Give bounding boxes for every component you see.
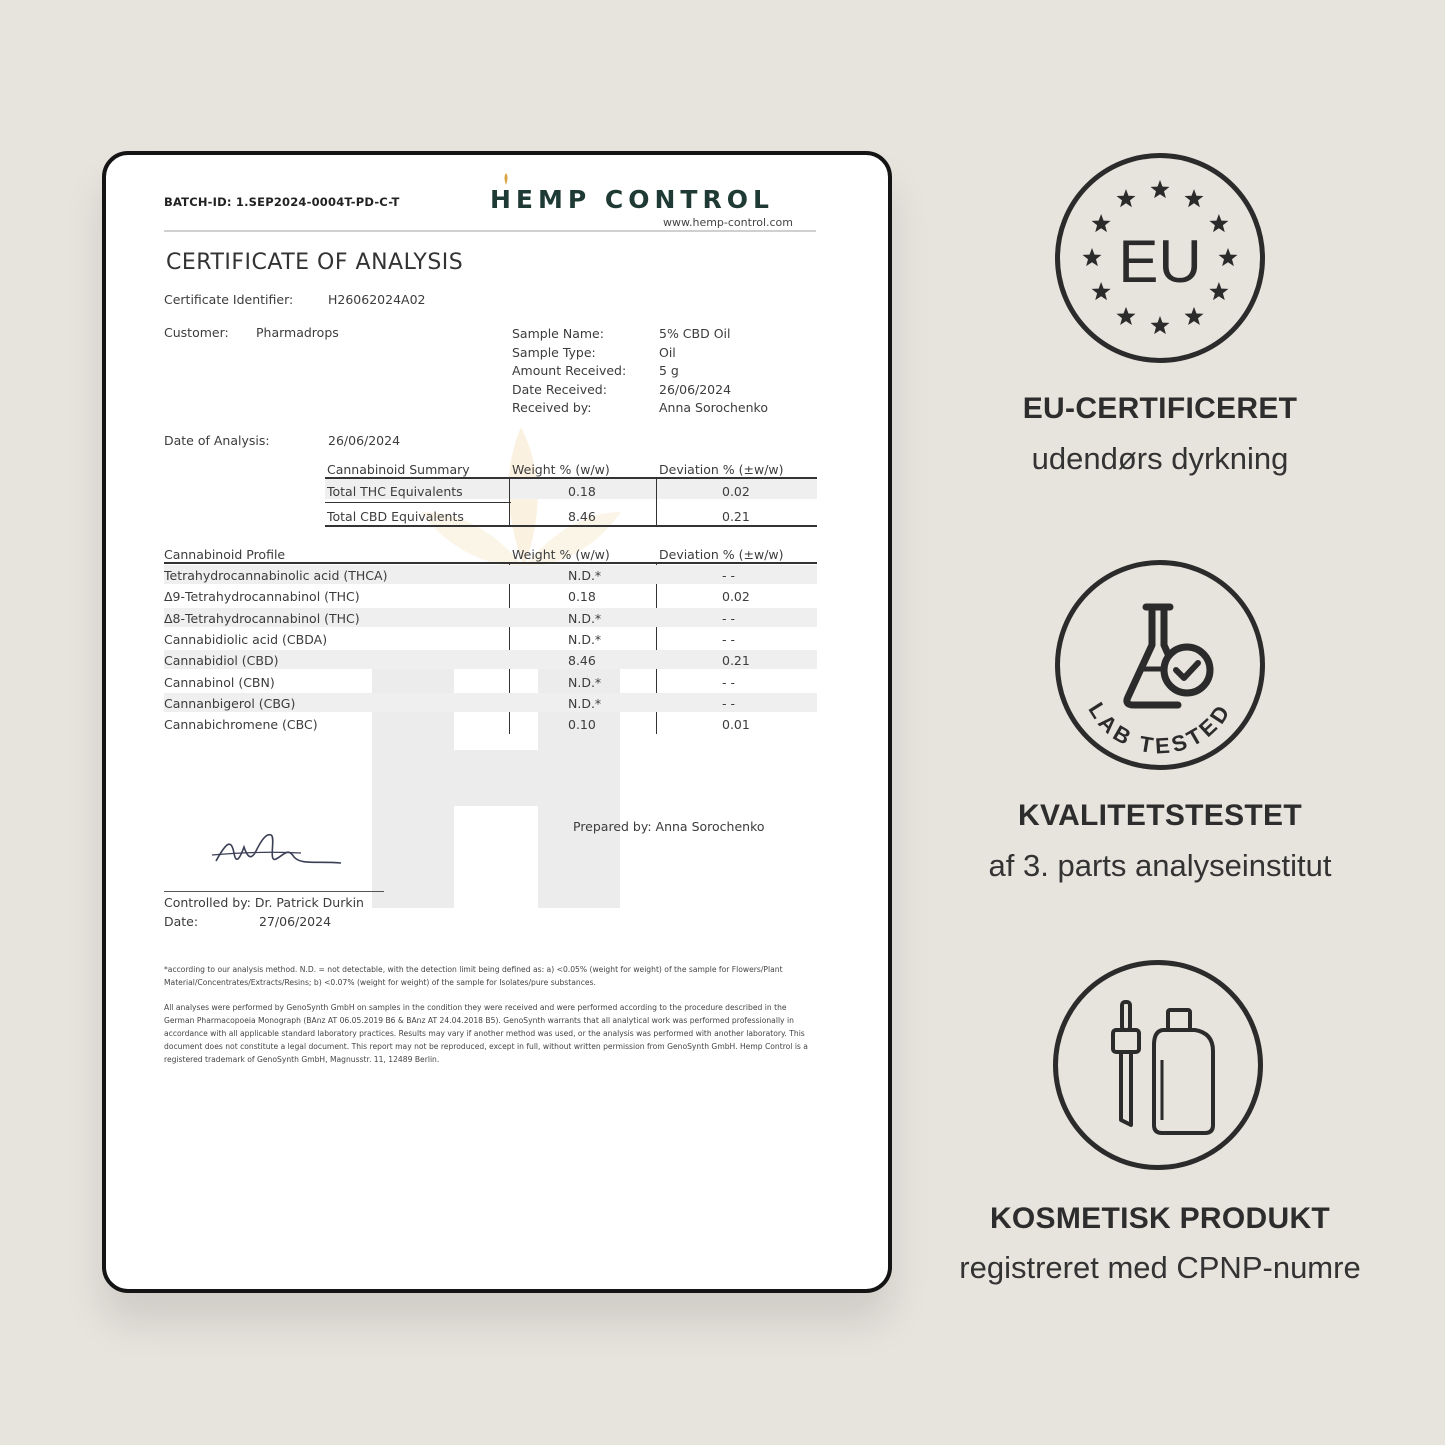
amount-received-label: Amount Received:	[512, 363, 627, 378]
profile-row-weight: 8.46	[568, 653, 596, 669]
summary-row-rule	[325, 502, 511, 503]
summary-row-weight: 8.46	[568, 509, 596, 524]
profile-row-name: Δ9-Tetrahydrocannabinol (THC)	[164, 589, 360, 605]
eu-star-icon	[1092, 214, 1111, 232]
summary-row-name: Total CBD Equivalents	[327, 509, 464, 524]
profile-header-deviation: Deviation % (±w/w)	[659, 547, 784, 562]
summary-header-name: Cannabinoid Summary	[327, 462, 470, 477]
eu-star-icon	[1092, 282, 1111, 300]
profile-row-deviation: - -	[722, 631, 735, 647]
document-title: CERTIFICATE OF ANALYSIS	[166, 250, 464, 275]
profile-row-weight: N.D.*	[568, 610, 602, 626]
batch-id: BATCH-ID: 1.SEP2024-0004T-PD-C-T	[164, 195, 400, 209]
received-by-value: Anna Sorochenko	[659, 400, 768, 415]
control-date-value: 27/06/2024	[259, 914, 332, 929]
eu-star-icon	[1184, 307, 1203, 325]
profile-header-name: Cannabinoid Profile	[164, 547, 286, 562]
brand-leaf-icon	[500, 173, 512, 185]
eu-icon-text: EU	[1118, 228, 1202, 295]
profile-row-name: Cannabinol (CBN)	[164, 674, 275, 690]
date-received-label: Date Received:	[512, 381, 607, 397]
header-divider	[164, 230, 816, 232]
badge-title-cosmetic: KOSMETISK PRODUKT	[989, 1202, 1331, 1235]
profile-header-rule	[164, 562, 817, 564]
profile-row-name: Cannabidiol (CBD)	[164, 653, 279, 669]
analysis-date-label: Date of Analysis:	[164, 433, 270, 448]
summary-header-deviation: Deviation % (±w/w)	[659, 462, 784, 477]
profile-row-weight: 0.10	[568, 717, 596, 733]
badge-title-eu: EU-CERTIFICERET	[1022, 392, 1298, 425]
badge-title-lab: KVALITETSTESTET	[1018, 799, 1302, 832]
summary-row-name: Total THC Equivalents	[327, 484, 463, 499]
eu-star-icon	[1209, 214, 1228, 232]
controlled-by: Controlled by: Dr. Patrick Durkin	[164, 895, 364, 910]
eu-star-icon	[1116, 189, 1135, 207]
summary-row-deviation: 0.02	[722, 484, 750, 499]
badge-subtitle-lab: af 3. parts analyseinstitut	[988, 848, 1332, 883]
eu-stars-icon	[1060, 158, 1260, 358]
certificate-card	[102, 151, 892, 1293]
identifier-label: Certificate Identifier:	[164, 292, 294, 307]
identifier-value: H26062024A02	[328, 292, 426, 307]
handwritten-signature	[206, 823, 346, 883]
profile-row-deviation: 0.21	[722, 653, 750, 669]
profile-row-weight: N.D.*	[568, 674, 602, 690]
analysis-date-value: 26/06/2024	[328, 433, 401, 448]
customer-label: Customer:	[164, 325, 229, 340]
profile-row-weight: N.D.*	[568, 631, 602, 647]
summary-col-rule	[509, 477, 510, 527]
summary-col-rule	[656, 477, 657, 527]
sample-labels	[512, 325, 626, 418]
brand-url: www.hemp-control.com	[663, 216, 794, 229]
profile-row-name: Cannabidiolic acid (CBDA)	[164, 631, 328, 647]
profile-row-weight: N.D.*	[568, 695, 602, 711]
profile-row-deviation: 0.01	[722, 717, 750, 733]
eu-star-icon	[1116, 307, 1135, 325]
profile-row-name: Cannabichromene (CBC)	[164, 717, 318, 733]
sample-type-label: Sample Type:	[512, 344, 596, 360]
amount-received-value: 5 g	[659, 363, 679, 378]
sample-name-label: Sample Name:	[512, 326, 604, 341]
profile-row-weight: 0.18	[568, 589, 596, 605]
summary-bottom-rule	[325, 525, 817, 527]
sample-type-value: Oil	[659, 344, 676, 360]
certificate-document	[106, 155, 888, 1289]
eu-star-icon	[1082, 248, 1101, 266]
customer-value: Pharmadrops	[256, 325, 339, 340]
eu-badge	[1055, 153, 1265, 363]
eu-star-icon	[1218, 248, 1237, 266]
date-received-value: 26/06/2024	[659, 381, 732, 397]
profile-row-deviation: 0.02	[722, 589, 750, 605]
prepared-by: Prepared by: Anna Sorochenko	[573, 819, 765, 834]
lab-tested-text: LAB TESTED	[1083, 697, 1237, 759]
profile-row-deviation: - -	[722, 674, 735, 690]
summary-header-weight: Weight % (w/w)	[512, 462, 610, 477]
profile-row-deviation: - -	[722, 695, 735, 711]
lab-flask-icon	[1060, 565, 1260, 765]
sample-name-value: 5% CBD Oil	[659, 326, 731, 341]
brand-logo: HEMP CONTROL	[490, 185, 774, 214]
dropper-bottle-icon	[1058, 965, 1258, 1165]
badge-subtitle-cosmetic: registreret med CPNP-numre	[959, 1250, 1361, 1285]
profile-row-weight: N.D.*	[568, 568, 602, 583]
sample-values	[659, 325, 768, 418]
signature-line	[164, 891, 384, 892]
eu-star-icon	[1150, 316, 1169, 334]
profile-row-name: Tetrahydrocannabinolic acid (THCA)	[164, 568, 388, 583]
eu-star-icon	[1150, 180, 1169, 198]
eu-star-icon	[1184, 189, 1203, 207]
footnote: *according to our analysis method. N.D. = not detectable, with the detection limit being defined as: a) <0.05% (weight for weight) of the sample for Flowers/Plant Material/Concentrates/Extracts/Resins; b) <0.07% (weight for weight) of the sample for Isolates/pure substances.	[164, 965, 783, 987]
lab-tested-badge	[1055, 560, 1265, 770]
summary-row-deviation: 0.21	[722, 509, 750, 524]
control-date-label: Date:	[164, 914, 199, 929]
disclaimer: All analyses were performed by GenoSynth GmbH on samples in the condition they were received and were performed according to the procedure described in the German Pharmacopoeia Monograph (BAnz AT 06.05.2019 B6 & BAnz AT 24.04.2018 B5). GenoSynth warrants that all analytical work was performed professionally in accordance with all applicable standard laboratory practices. Results may vary if another method was used, or the analysis was performed with another laboratory. This document does not constitute a legal document. This report may not be reproduced, except in full, without written permission from GenoSynth GmbH. Hemp Control is a registered trademark of GenoSynth GmbH, Magnusstr. 11, 12489 Berlin.	[164, 1003, 808, 1064]
badge-subtitle-eu: udendørs dyrkning	[1031, 441, 1289, 476]
eu-star-icon	[1209, 282, 1228, 300]
profile-header-weight: Weight % (w/w)	[512, 547, 610, 562]
profile-row-name: Δ8-Tetrahydrocannabinol (THC)	[164, 610, 360, 626]
profile-row-name: Cannanbigerol (CBG)	[164, 695, 296, 711]
profile-row-deviation: - -	[722, 568, 735, 583]
profile-row-deviation: - -	[722, 610, 735, 626]
received-by-label: Received by:	[512, 400, 592, 415]
summary-row-weight: 0.18	[568, 484, 596, 499]
cosmetic-badge	[1053, 960, 1263, 1170]
